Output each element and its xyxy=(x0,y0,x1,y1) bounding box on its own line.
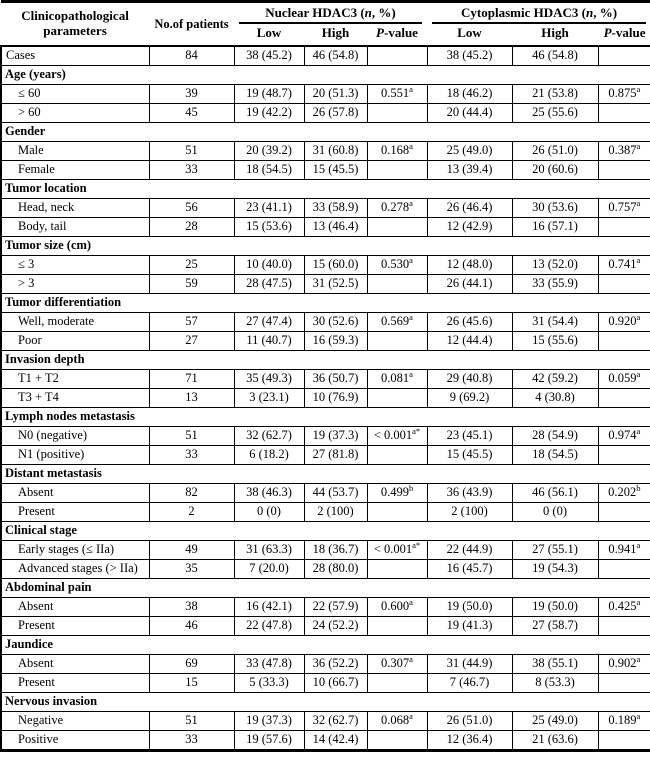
cyto-high-value: 27 (55.1) xyxy=(512,540,598,559)
cyto-high-value: 26 (51.0) xyxy=(512,141,598,160)
p-value-superscript: a xyxy=(636,426,641,436)
section-label: Tumor differentiation xyxy=(1,293,650,312)
patients-count: 49 xyxy=(149,540,234,559)
section-label: Tumor size (cm) xyxy=(1,236,650,255)
cyto-low-value: 12 (48.0) xyxy=(427,255,512,274)
p-value-superscript: a xyxy=(409,141,413,151)
cyto-high-value: 30 (53.6) xyxy=(512,198,598,217)
cyto-p-value xyxy=(598,274,650,293)
cyto-low-value: 26 (46.4) xyxy=(427,198,512,217)
cyto-p-value xyxy=(598,217,650,236)
nuclear-high-value: 44 (53.7) xyxy=(304,483,367,502)
patients-count: 25 xyxy=(149,255,234,274)
cyto-low-value: 15 (45.5) xyxy=(427,445,512,464)
cyto-low-value: 26 (45.6) xyxy=(427,312,512,331)
cyto-high-value: 8 (53.3) xyxy=(512,673,598,692)
table-row xyxy=(1,597,650,616)
nuclear-low-value: 19 (48.7) xyxy=(234,84,304,103)
p-value-superscript: a xyxy=(636,198,641,208)
cyto-p-value xyxy=(598,103,650,122)
header-group-row xyxy=(1,2,650,24)
p-value-superscript: a xyxy=(636,255,641,265)
nuclear-high-value: 32 (62.7) xyxy=(304,711,367,730)
patients-count: 33 xyxy=(149,730,234,750)
nuclear-high-value: 36 (52.2) xyxy=(304,654,367,673)
header-cytoplasmic-group-label xyxy=(432,3,646,24)
header-parameters: Clinicopathological parameters xyxy=(1,2,149,46)
cytoplasmic-group-n: n xyxy=(585,5,594,20)
cyto-low-value: 26 (44.1) xyxy=(427,274,512,293)
cyto-p-value: 0.189$^a$ xyxy=(598,711,650,730)
param-label: > 3 xyxy=(1,274,149,293)
table-row xyxy=(1,540,650,559)
cyto-p-value xyxy=(598,331,650,350)
nuclear-p-value xyxy=(367,730,427,750)
nuclear-p-value xyxy=(367,616,427,635)
nuclear-low-value: 22 (47.8) xyxy=(234,616,304,635)
cyto-low-value: 31 (44.9) xyxy=(427,654,512,673)
cyto-p-value xyxy=(598,616,650,635)
nuclear-p-value: 0.278$^a$ xyxy=(367,198,427,217)
cyto-low-value: 38 (45.2) xyxy=(427,46,512,66)
param-label: Present xyxy=(1,673,149,692)
nuclear-low-value: 19 (42.2) xyxy=(234,103,304,122)
cyto-low-value: 12 (42.9) xyxy=(427,217,512,236)
cyto-p-value: 0.920$^a$ xyxy=(598,312,650,331)
section-row xyxy=(1,464,650,483)
nuclear-high-value: 30 (52.6) xyxy=(304,312,367,331)
cyto-p-value: 0.741$^a$ xyxy=(598,255,650,274)
cyto-p-value: 0.757$^a$ xyxy=(598,198,650,217)
nuclear-high-value: 15 (60.0) xyxy=(304,255,367,274)
param-label: Male xyxy=(1,141,149,160)
param-label: Present xyxy=(1,502,149,521)
cyto-p-value xyxy=(598,46,650,66)
cytoplasmic-p-italic: P xyxy=(603,24,612,40)
nuclear-low-value: 18 (54.5) xyxy=(234,160,304,179)
nuclear-group-suffix: , %) xyxy=(371,5,396,20)
table-row xyxy=(1,217,650,236)
nuclear-low-value: 35 (49.3) xyxy=(234,369,304,388)
p-value-superscript: a xyxy=(636,597,641,607)
p-value-superscript: a xyxy=(636,141,641,151)
param-label: Body, tail xyxy=(1,217,149,236)
nuclear-p-value: 0.168$^a$ xyxy=(367,141,427,160)
cytoplasmic-group-suffix: , %) xyxy=(593,5,618,20)
patients-count: 28 xyxy=(149,217,234,236)
section-label: Tumor location xyxy=(1,179,650,198)
header-nuclear-group xyxy=(234,2,427,24)
cyto-low-value: 19 (41.3) xyxy=(427,616,512,635)
table-row xyxy=(1,426,650,445)
cyto-p-value: 0.974$^a$ xyxy=(598,426,650,445)
nuclear-p-rest: -value xyxy=(384,24,418,40)
p-value-superscript: a xyxy=(636,84,641,94)
cyto-high-value: 4 (30.8) xyxy=(512,388,598,407)
p-value-superscript: a xyxy=(409,654,413,664)
nuclear-p-value xyxy=(367,103,427,122)
table-row xyxy=(1,559,650,578)
cyto-low-value: 26 (51.0) xyxy=(427,711,512,730)
table-row xyxy=(1,198,650,217)
cyto-high-value: 21 (53.8) xyxy=(512,84,598,103)
param-label: N0 (negative) xyxy=(1,426,149,445)
cyto-low-value: 20 (44.4) xyxy=(427,103,512,122)
param-label: Early stages (≤ IIa) xyxy=(1,540,149,559)
cyto-p-value: 0.902$^a$ xyxy=(598,654,650,673)
patients-count: 69 xyxy=(149,654,234,673)
param-label: Cases xyxy=(1,46,149,66)
cyto-high-value: 28 (54.9) xyxy=(512,426,598,445)
table-row xyxy=(1,711,650,730)
patients-count: 82 xyxy=(149,483,234,502)
nuclear-high-value: 14 (42.4) xyxy=(304,730,367,750)
param-label: Absent xyxy=(1,654,149,673)
param-label: N1 (positive) xyxy=(1,445,149,464)
nuclear-low-value: 20 (39.2) xyxy=(234,141,304,160)
section-row xyxy=(1,179,650,198)
cyto-p-value xyxy=(598,559,650,578)
section-row xyxy=(1,122,650,141)
nuclear-p-value: 0.307$^a$ xyxy=(367,654,427,673)
cyto-p-value: 0.425$^a$ xyxy=(598,597,650,616)
param-label: Well, moderate xyxy=(1,312,149,331)
table-row xyxy=(1,654,650,673)
table-row xyxy=(1,84,650,103)
cyto-p-value xyxy=(598,502,650,521)
nuclear-low-value: 10 (40.0) xyxy=(234,255,304,274)
patients-count: 39 xyxy=(149,84,234,103)
table-row xyxy=(1,274,650,293)
patients-count: 27 xyxy=(149,331,234,350)
nuclear-low-value: 38 (46.3) xyxy=(234,483,304,502)
nuclear-low-value: 7 (20.0) xyxy=(234,559,304,578)
nuclear-high-value: 36 (50.7) xyxy=(304,369,367,388)
section-row xyxy=(1,236,650,255)
param-label: Absent xyxy=(1,597,149,616)
section-row xyxy=(1,692,650,711)
cyto-p-value xyxy=(598,160,650,179)
section-label: Invasion depth xyxy=(1,350,650,369)
cyto-p-value: 0.875$^a$ xyxy=(598,84,650,103)
nuclear-p-value: 0.068$^a$ xyxy=(367,711,427,730)
header-cytoplasmic-low: Low xyxy=(427,24,512,46)
cyto-high-value: 46 (56.1) xyxy=(512,483,598,502)
nuclear-high-value: 28 (80.0) xyxy=(304,559,367,578)
param-label: Present xyxy=(1,616,149,635)
section-label: Distant metastasis xyxy=(1,464,650,483)
table-row xyxy=(1,616,650,635)
table-row xyxy=(1,502,650,521)
table-body xyxy=(1,46,650,751)
patients-count: 51 xyxy=(149,426,234,445)
nuclear-p-value: < $0.001^{a*}$ xyxy=(367,426,427,445)
cyto-high-value: 19 (54.3) xyxy=(512,559,598,578)
p-value-superscript: a xyxy=(409,84,413,94)
cyto-high-value: 33 (55.9) xyxy=(512,274,598,293)
table-row xyxy=(1,160,650,179)
cyto-low-value: 25 (49.0) xyxy=(427,141,512,160)
cyto-high-value: 20 (60.6) xyxy=(512,160,598,179)
section-label: Jaundice xyxy=(1,635,650,654)
nuclear-high-value: 19 (37.3) xyxy=(304,426,367,445)
param-label: Poor xyxy=(1,331,149,350)
nuclear-high-value: 24 (52.2) xyxy=(304,616,367,635)
cyto-high-value: 27 (58.7) xyxy=(512,616,598,635)
nuclear-p-value xyxy=(367,274,427,293)
param-label: Female xyxy=(1,160,149,179)
nuclear-low-value: 28 (47.5) xyxy=(234,274,304,293)
table-row xyxy=(1,388,650,407)
nuclear-group-prefix: Nuclear HDAC3 ( xyxy=(265,5,365,20)
cyto-high-value: 13 (52.0) xyxy=(512,255,598,274)
table-row xyxy=(1,369,650,388)
cyto-high-value: 31 (54.4) xyxy=(512,312,598,331)
p-value-superscript: a xyxy=(636,711,641,721)
cyto-high-value: 19 (50.0) xyxy=(512,597,598,616)
nuclear-high-value: 15 (45.5) xyxy=(304,160,367,179)
patients-count: 59 xyxy=(149,274,234,293)
param-label: > 60 xyxy=(1,103,149,122)
patients-count: 38 xyxy=(149,597,234,616)
nuclear-p-value: 0.569$^a$ xyxy=(367,312,427,331)
param-label: Absent xyxy=(1,483,149,502)
table-row xyxy=(1,141,650,160)
nuclear-high-value: 31 (52.5) xyxy=(304,274,367,293)
cyto-low-value: 2 (100) xyxy=(427,502,512,521)
patients-count: 51 xyxy=(149,141,234,160)
param-label: Advanced stages (> IIa) xyxy=(1,559,149,578)
patients-count: 33 xyxy=(149,160,234,179)
section-row xyxy=(1,350,650,369)
patients-count: 33 xyxy=(149,445,234,464)
header-cytoplasmic-high: High xyxy=(512,24,598,46)
p-value-superscript: a* xyxy=(412,540,421,550)
param-label: T3 + T4 xyxy=(1,388,149,407)
nuclear-p-value xyxy=(367,388,427,407)
header-nuclear-group-label xyxy=(239,3,422,24)
p-value-superscript: a xyxy=(409,255,413,265)
table-row xyxy=(1,483,650,502)
table-row xyxy=(1,331,650,350)
cyto-low-value: 12 (36.4) xyxy=(427,730,512,750)
cyto-low-value: 18 (46.2) xyxy=(427,84,512,103)
patients-count: 84 xyxy=(149,46,234,66)
nuclear-high-value: 31 (60.8) xyxy=(304,141,367,160)
table-header xyxy=(1,2,650,46)
cyto-high-value: 25 (49.0) xyxy=(512,711,598,730)
nuclear-low-value: 6 (18.2) xyxy=(234,445,304,464)
cyto-p-value xyxy=(598,673,650,692)
cyto-high-value: 21 (63.6) xyxy=(512,730,598,750)
nuclear-low-value: 16 (42.1) xyxy=(234,597,304,616)
nuclear-p-value xyxy=(367,502,427,521)
cyto-high-value: 15 (55.6) xyxy=(512,331,598,350)
header-patients: No.of patients xyxy=(149,2,234,46)
nuclear-low-value: 0 (0) xyxy=(234,502,304,521)
cyto-p-value: 0.387$^a$ xyxy=(598,141,650,160)
cytoplasmic-p-rest: -value xyxy=(611,24,646,40)
nuclear-high-value: 18 (36.7) xyxy=(304,540,367,559)
table-row xyxy=(1,46,650,66)
cytoplasmic-group-prefix: Cytoplasmic HDAC3 ( xyxy=(461,5,586,20)
patients-count: 57 xyxy=(149,312,234,331)
nuclear-high-value: 22 (57.9) xyxy=(304,597,367,616)
nuclear-p-value xyxy=(367,445,427,464)
cyto-p-value xyxy=(598,445,650,464)
nuclear-high-value: 10 (66.7) xyxy=(304,673,367,692)
header-cytoplasmic-pvalue xyxy=(598,24,650,46)
nuclear-low-value: 5 (33.3) xyxy=(234,673,304,692)
patients-count: 56 xyxy=(149,198,234,217)
cyto-p-value: 0.059$^a$ xyxy=(598,369,650,388)
section-row xyxy=(1,293,650,312)
param-label: ≤ 3 xyxy=(1,255,149,274)
table-row xyxy=(1,730,650,750)
param-label: T1 + T2 xyxy=(1,369,149,388)
cyto-high-value: 0 (0) xyxy=(512,502,598,521)
nuclear-p-value xyxy=(367,559,427,578)
section-row xyxy=(1,65,650,84)
p-value-superscript: a xyxy=(409,369,413,379)
cyto-low-value: 9 (69.2) xyxy=(427,388,512,407)
patients-count: 2 xyxy=(149,502,234,521)
cyto-high-value: 18 (54.5) xyxy=(512,445,598,464)
p-value-superscript: a xyxy=(636,654,641,664)
nuclear-high-value: 27 (81.8) xyxy=(304,445,367,464)
nuclear-low-value: 3 (23.1) xyxy=(234,388,304,407)
header-nuclear-pvalue xyxy=(367,24,427,46)
cyto-p-value: 0.202$^b$ xyxy=(598,483,650,502)
nuclear-high-value: 20 (51.3) xyxy=(304,84,367,103)
param-label: Negative xyxy=(1,711,149,730)
cyto-high-value: 38 (55.1) xyxy=(512,654,598,673)
cyto-high-value: 16 (57.1) xyxy=(512,217,598,236)
param-label: ≤ 60 xyxy=(1,84,149,103)
nuclear-p-value: 0.530$^a$ xyxy=(367,255,427,274)
cyto-high-value: 42 (59.2) xyxy=(512,369,598,388)
param-label: Head, neck xyxy=(1,198,149,217)
patients-count: 13 xyxy=(149,388,234,407)
table-row xyxy=(1,255,650,274)
nuclear-high-value: 13 (46.4) xyxy=(304,217,367,236)
nuclear-high-value: 33 (58.9) xyxy=(304,198,367,217)
nuclear-low-value: 33 (47.8) xyxy=(234,654,304,673)
p-value-superscript: a xyxy=(636,369,641,379)
nuclear-low-value: 15 (53.6) xyxy=(234,217,304,236)
p-value-superscript: a* xyxy=(412,426,421,436)
p-value-superscript: a xyxy=(636,312,641,322)
cyto-low-value: 13 (39.4) xyxy=(427,160,512,179)
p-value-superscript: b xyxy=(408,483,414,493)
table-row xyxy=(1,445,650,464)
cyto-p-value xyxy=(598,388,650,407)
nuclear-low-value: 38 (45.2) xyxy=(234,46,304,66)
nuclear-p-value: 0.081$^a$ xyxy=(367,369,427,388)
patients-count: 15 xyxy=(149,673,234,692)
cyto-low-value: 29 (40.8) xyxy=(427,369,512,388)
cyto-high-value: 25 (55.6) xyxy=(512,103,598,122)
header-nuclear-high: High xyxy=(304,24,367,46)
nuclear-low-value: 32 (62.7) xyxy=(234,426,304,445)
cyto-low-value: 16 (45.7) xyxy=(427,559,512,578)
section-row xyxy=(1,635,650,654)
nuclear-p-value xyxy=(367,160,427,179)
patients-count: 51 xyxy=(149,711,234,730)
nuclear-high-value: 10 (76.9) xyxy=(304,388,367,407)
nuclear-high-value: 46 (54.8) xyxy=(304,46,367,66)
nuclear-low-value: 23 (41.1) xyxy=(234,198,304,217)
nuclear-p-value: 0.551$^a$ xyxy=(367,84,427,103)
nuclear-p-value: 0.600$^a$ xyxy=(367,597,427,616)
section-label: Gender xyxy=(1,122,650,141)
cyto-p-value xyxy=(598,730,650,750)
section-label: Abdominal pain xyxy=(1,578,650,597)
nuclear-high-value: 26 (57.8) xyxy=(304,103,367,122)
nuclear-p-value xyxy=(367,331,427,350)
nuclear-low-value: 31 (63.3) xyxy=(234,540,304,559)
nuclear-p-value: 0.499$^b$ xyxy=(367,483,427,502)
cyto-low-value: 19 (50.0) xyxy=(427,597,512,616)
nuclear-low-value: 19 (37.3) xyxy=(234,711,304,730)
cyto-p-value: 0.941$^a$ xyxy=(598,540,650,559)
param-label: Positive xyxy=(1,730,149,750)
table-row xyxy=(1,312,650,331)
cyto-low-value: 12 (44.4) xyxy=(427,331,512,350)
section-label: Nervous invasion xyxy=(1,692,650,711)
nuclear-p-italic: P xyxy=(376,24,384,40)
table-row xyxy=(1,103,650,122)
cyto-low-value: 36 (43.9) xyxy=(427,483,512,502)
section-label: Age (years) xyxy=(1,65,650,84)
nuclear-p-value xyxy=(367,673,427,692)
p-value-superscript: a xyxy=(636,540,641,550)
patients-count: 46 xyxy=(149,616,234,635)
nuclear-high-value: 16 (59.3) xyxy=(304,331,367,350)
cyto-low-value: 23 (45.1) xyxy=(427,426,512,445)
nuclear-high-value: 2 (100) xyxy=(304,502,367,521)
p-value-superscript: a xyxy=(409,198,413,208)
section-row xyxy=(1,521,650,540)
header-nuclear-low: Low xyxy=(234,24,304,46)
nuclear-group-n: n xyxy=(364,5,372,20)
header-cytoplasmic-group xyxy=(427,2,650,24)
nuclear-p-value xyxy=(367,46,427,66)
section-label: Clinical stage xyxy=(1,521,650,540)
nuclear-p-value: < $0.001^{a*}$ xyxy=(367,540,427,559)
nuclear-p-value xyxy=(367,217,427,236)
nuclear-low-value: 11 (40.7) xyxy=(234,331,304,350)
p-value-superscript: a xyxy=(409,711,413,721)
cyto-low-value: 7 (46.7) xyxy=(427,673,512,692)
cyto-low-value: 22 (44.9) xyxy=(427,540,512,559)
p-value-superscript: b xyxy=(636,483,641,493)
p-value-superscript: a xyxy=(409,312,413,322)
patients-count: 35 xyxy=(149,559,234,578)
section-label: Lymph nodes metastasis xyxy=(1,407,650,426)
patients-count: 45 xyxy=(149,103,234,122)
table-row xyxy=(1,673,650,692)
patients-count: 71 xyxy=(149,369,234,388)
p-value-superscript: a xyxy=(409,597,413,607)
nuclear-low-value: 27 (47.4) xyxy=(234,312,304,331)
section-row xyxy=(1,578,650,597)
nuclear-low-value: 19 (57.6) xyxy=(234,730,304,750)
section-row xyxy=(1,407,650,426)
cyto-high-value: 46 (54.8) xyxy=(512,46,598,66)
